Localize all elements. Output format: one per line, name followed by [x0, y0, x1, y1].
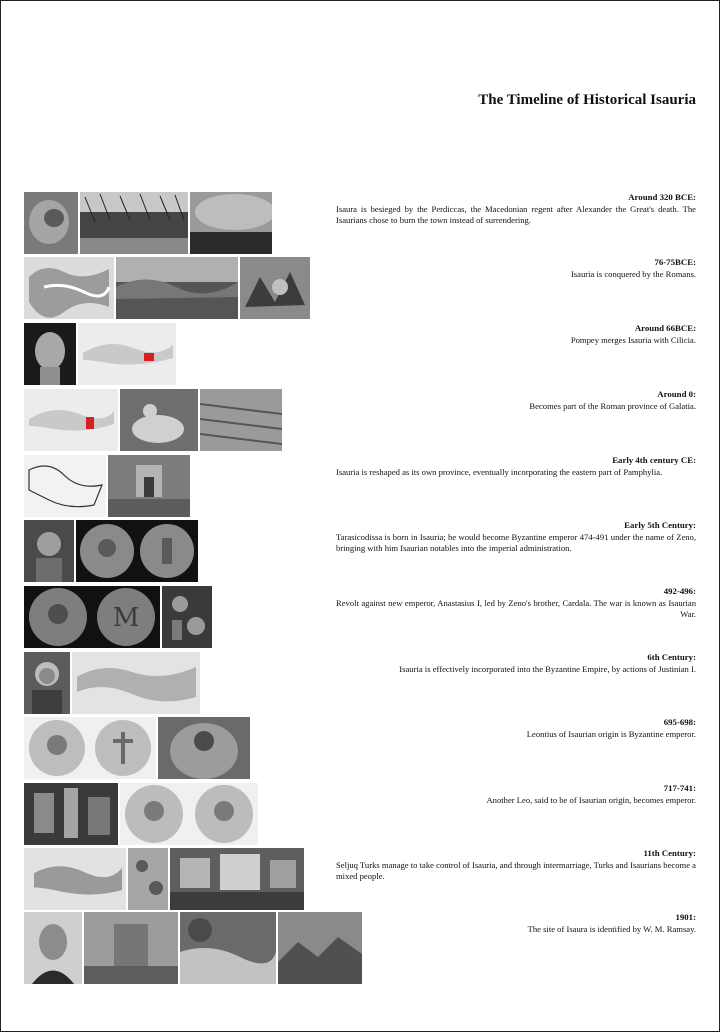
- event-date: 6th Century:: [647, 652, 696, 662]
- event-text: Tarasicodissa is born in Isauria; he would become Byzantine emperor 474-491 under the name of Zeno, bringing with him Isaurian notables into the imperial administration.: [336, 531, 696, 553]
- timeline-entry: [336, 323, 696, 346]
- event-date: 1901:: [675, 912, 696, 922]
- timeline-entry: [336, 586, 696, 621]
- event-date: 76-75BCE:: [654, 257, 696, 267]
- burning-town-image: [190, 192, 272, 254]
- event-date: Early 5th Century:: [624, 520, 696, 530]
- event-text: Isauria is effectively incorporated into the Byzantine Empire, by actions of Justinian I.: [399, 663, 696, 674]
- event-text: Another Leo, said to be of Isaurian origin, becomes emperor.: [486, 794, 696, 805]
- relief-sculpture-image: [24, 192, 78, 254]
- carved-relief-image: [162, 586, 212, 648]
- event-text: Pompey merges Isauria with Cilicia.: [570, 334, 696, 345]
- event-text: Becomes part of the Roman province of Galatia.: [529, 400, 696, 411]
- seljuq-miniature-image: [128, 848, 168, 910]
- byzantine-empire-map-image: [72, 652, 200, 714]
- timeline-entry: [336, 717, 696, 740]
- event-text: Isauria is reshaped as its own province, eventually incorporating the eastern part of Pamphylia.: [336, 466, 663, 477]
- event-date: 695-698:: [663, 717, 696, 727]
- leo-coins-image: [120, 783, 258, 845]
- event-text: Seljuq Turks manage to take control of Isauria, and through intermarriage, Turks and Isaurians become a mixed people.: [336, 859, 696, 881]
- dying-gaul-statue-image: [120, 389, 198, 451]
- timeline-entry: [336, 848, 696, 883]
- timeline-entry: [336, 912, 696, 935]
- battle-relief-image: [200, 389, 282, 451]
- landscape-stream-image: [180, 912, 276, 984]
- timeline-entry: [336, 389, 696, 412]
- timeline-entry: [336, 652, 696, 675]
- cilicia-map-image: [78, 323, 176, 385]
- page-title: The Timeline of Historical Isauria: [478, 92, 696, 108]
- event-date: 717-741:: [663, 783, 696, 793]
- roman-map-image: [24, 257, 114, 319]
- timeline-entry: [336, 783, 696, 806]
- timeline-entry: [336, 192, 696, 227]
- event-text: Leontius of Isaurian origin is Byzantine emperor.: [526, 728, 696, 739]
- timeline-entry: [336, 520, 696, 555]
- galatia-map-image: [24, 389, 118, 451]
- zeno-coins-image: [76, 520, 198, 582]
- event-date: 492-496:: [663, 586, 696, 596]
- pompey-bust-image: [24, 323, 76, 385]
- province-outline-map-image: [24, 455, 106, 517]
- svg-text:M: M: [112, 603, 140, 633]
- event-date: Around 66BCE:: [634, 323, 696, 333]
- roman-battle-painting-image: [116, 257, 238, 319]
- emperor-mosaic-image: [158, 717, 250, 779]
- ramsay-portrait-image: [24, 912, 82, 984]
- ancient-ruins-image: [108, 455, 190, 517]
- iconoclasm-painting-image: [24, 783, 118, 845]
- battle-painting-image: [80, 192, 188, 254]
- event-date: Early 4th century CE:: [612, 455, 696, 465]
- cavalry-battle-image: [240, 257, 310, 319]
- event-text: The site of Isaura is identified by W. M. Ramsay.: [527, 923, 696, 934]
- siege-illustration-image: [170, 848, 304, 910]
- event-text: Isauria is conquered by the Romans.: [570, 268, 696, 279]
- event-date: Around 0:: [657, 389, 696, 399]
- event-text: Isaura is besieged by the Perdiccas, the Macedonian regent after Alexander the Great's death. The Isaurians chose to burn the town instead of surrendering.: [336, 203, 696, 225]
- isaura-ruins-image: [84, 912, 178, 984]
- leontius-coins-image: [24, 717, 156, 779]
- seljuq-map-image: [24, 848, 126, 910]
- timeline-entry: [336, 455, 696, 478]
- event-text: Revolt against new emperor, Anastasius I, led by Zeno's brother, Cardala. The war is known as Isaurian War.: [336, 597, 696, 619]
- event-date: 11th Century:: [643, 848, 696, 858]
- justinian-mosaic-image: [24, 652, 70, 714]
- zeno-mosaic-image: [24, 520, 74, 582]
- anastasius-coins-image: [24, 586, 160, 648]
- timeline-entry: [336, 257, 696, 280]
- event-date: Around 320 BCE:: [628, 192, 696, 202]
